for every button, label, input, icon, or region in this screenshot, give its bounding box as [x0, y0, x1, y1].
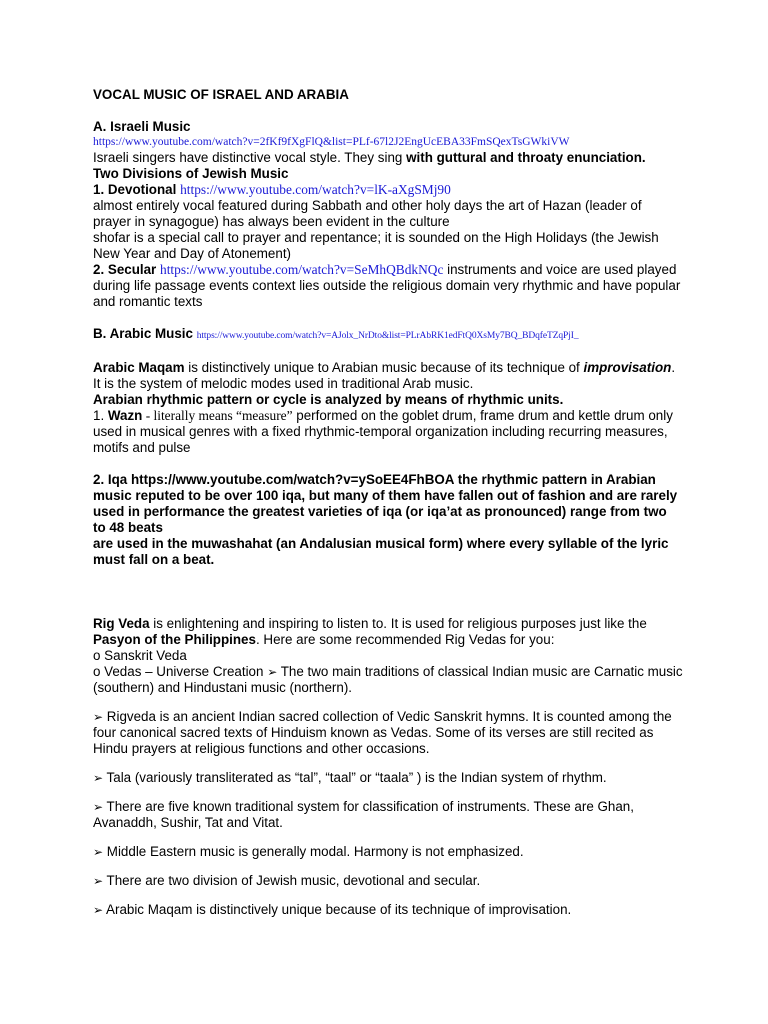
rig-veda-item-sanskrit: o Sanskrit Veda [93, 648, 187, 663]
arabic-music-link[interactable]: https://www.youtube.com/watch?v=AJolx_NrDto&list=PLrAbRK1edFtQ0XsMy7BQ_BDqfeTZqPjI_ [196, 331, 579, 341]
rig-veda-paragraph [93, 616, 683, 648]
iqa-paragraph: 2. Iqa https://www.youtube.com/watch?v=ySoEE4FhBOA the rhythmic pattern in Arabian music reputed to be over 100 iqa, but many of them have fallen out of fashion and are rarely used in performance the greatest varieties of iqa (or iqa’at as pronounced) range from two to 48 beats [93, 472, 678, 535]
list-item [93, 902, 683, 918]
list-item [93, 709, 683, 757]
israeli-intro-text: Israeli singers have distinctive vocal style. They sing [93, 150, 407, 165]
rig-veda-label: Rig Veda [93, 616, 150, 631]
arrow-bullet-icon: ➢ [267, 665, 278, 679]
arabic-maqam-text: is distinctively unique to Arabian music because of its technique of [184, 360, 584, 375]
pasyon-emphasis: Pasyon of the Philippines [93, 632, 256, 647]
iqa-paragraph-continued: are used in the muwashahat (an Andalusian musical form) where every syllable of the lyric must fall on a beat. [93, 536, 669, 567]
arrow-bullet-icon: ➢ [93, 874, 104, 888]
arrow-bullet-icon: ➢ [93, 710, 104, 724]
rig-veda-text-end: . Here are some recommended Rig Vedas for you: [255, 632, 555, 647]
wazn-description: performed on the goblet drum, frame drum and kettle drum only used in musical genres with a fixed rhythmic-temporal organization including recurring measures, motifs and pulse [93, 408, 673, 455]
improvisation-emphasis: improvisation [583, 360, 672, 375]
shofar-description: shofar is a special call to prayer and repentance; it is sounded on the High Holidays (the Jewish New Year and Day of Atonement) [93, 230, 659, 261]
rhythmic-units-heading: Arabian rhythmic pattern or cycle is analyzed by means of rhythmic units. [93, 392, 564, 407]
arabic-maqam-label: Arabic Maqam [93, 360, 185, 375]
arrow-bullet-icon: ➢ [93, 845, 104, 859]
wazn-label: Wazn [107, 408, 143, 423]
devotional-label: 1. Devotional [93, 182, 177, 197]
israeli-music-link[interactable]: https://www.youtube.com/watch?v=2fKf9fXgFlQ&list=PLf-67l2J2EngUcEBA33FmSQexTsGWkiVW [93, 136, 570, 148]
devotional-description: almost entirely vocal featured during Sabbath and other holy days the art of Hazan (leader of prayer in synagogue) has always been evident in the culture [93, 198, 642, 229]
arabic-maqam-paragraph [93, 360, 683, 392]
bullet-text: Rigveda is an ancient Indian sacred collection of Vedic Sanskrit hymns. It is counted among the four canonical sacred texts of Hinduism known as Vedas. Some of its verses are still recited as Hindu prayers at religious functions and other occasions. [93, 709, 672, 756]
rig-veda-item-universe [93, 664, 683, 696]
secular-paragraph [93, 262, 683, 310]
arrow-bullet-icon: ➢ [93, 771, 104, 785]
list-item [93, 873, 683, 889]
secular-description: instruments and voice are used played during life passage events context lies outside the religious domain very rhythmic and have popular and romantic texts [93, 262, 681, 309]
wazn-paragraph [93, 408, 683, 456]
arabic-maqam-text-end: . It is the system of melodic modes used in traditional Arab music. [93, 360, 676, 391]
bullet-text: Tala (variously transliterated as “tal”, “taal” or “taala” ) is the Indian system of rhythm. [106, 770, 607, 785]
arabic-music-heading-line [93, 326, 683, 344]
wazn-number: 1. [93, 408, 108, 423]
secular-link[interactable]: https://www.youtube.com/watch?v=SeMhQBdkNQc [160, 262, 444, 277]
bullet-text: Middle Eastern music is generally modal. Harmony is not emphasized. [106, 844, 524, 859]
summary-bullet-list [93, 709, 683, 918]
arrow-bullet-icon: ➢ [93, 800, 104, 814]
israeli-intro-emphasis: with guttural and throaty enunciation. [406, 150, 646, 165]
document-body [93, 87, 683, 918]
indian-music-traditions-text: The two main traditions of classical Indian music are Carnatic music (southern) and Hindustani music (northern). [93, 664, 683, 695]
arrow-bullet-icon: ➢ [93, 903, 104, 917]
bullet-text: There are five known traditional system for classification of instruments. These are Ghan, Avanaddh, Sushir, Tat and Vitat. [93, 799, 634, 830]
list-item [93, 799, 683, 831]
secular-label: 2. Secular [93, 262, 157, 277]
list-item [93, 770, 683, 786]
arabic-music-heading: B. Arabic Music [93, 326, 193, 341]
document-title: VOCAL MUSIC OF ISRAEL AND ARABIA [93, 87, 349, 102]
bullet-text: There are two division of Jewish music, devotional and secular. [106, 873, 481, 888]
rig-veda-text: is enlightening and inspiring to listen to. It is used for religious purposes just like the [149, 616, 647, 631]
wazn-meaning: - literally means “measure” [142, 408, 293, 423]
list-item [93, 844, 683, 860]
devotional-link[interactable]: https://www.youtube.com/watch?v=lK-aXgSMj90 [180, 182, 451, 197]
devotional-line [93, 182, 683, 198]
jewish-divisions-heading: Two Divisions of Jewish Music [93, 166, 289, 181]
rig-veda-item-universe-text: o Vedas – Universe Creation [93, 664, 268, 679]
israeli-music-heading: A. Israeli Music [93, 119, 191, 134]
israeli-intro-paragraph [93, 150, 683, 166]
bullet-text: Arabic Maqam is distinctively unique because of its technique of improvisation. [106, 902, 572, 917]
